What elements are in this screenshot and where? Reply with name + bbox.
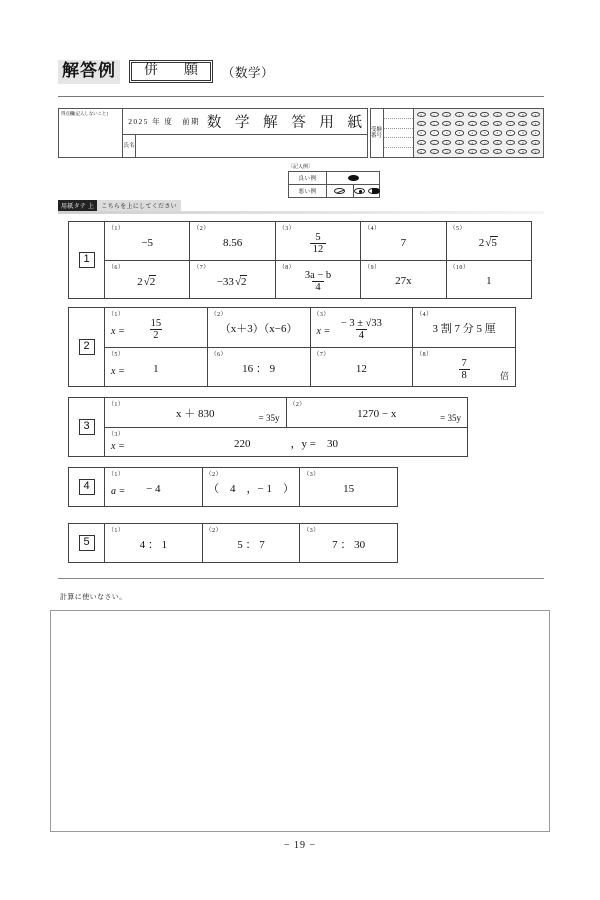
answer-value: 7 ： 30 (332, 539, 366, 552)
good-example-label: 良い例 (289, 172, 327, 184)
question-number: （3） (108, 431, 125, 438)
number-bubble[interactable]: 0 (417, 140, 426, 145)
number-bubble[interactable]: 3 (455, 130, 464, 135)
number-bubble[interactable]: 3 (455, 149, 464, 154)
good-example-cell (327, 172, 379, 184)
answer-value: 8.56 (222, 236, 243, 249)
question-number: （8） (278, 264, 296, 271)
question-number: （10） (449, 264, 470, 271)
number-bubble[interactable]: 6 (493, 130, 502, 135)
orientation-bar (58, 200, 181, 211)
document-title: 数 学 解 答 用 紙 (206, 115, 367, 131)
number-bubble[interactable]: 5 (480, 149, 489, 154)
answer-value: $\frac{3a - b}{4}$ (304, 270, 332, 294)
answer-value: 16 ： 9 (242, 362, 276, 375)
answer-rows (105, 398, 467, 456)
question-number: （2） (210, 312, 227, 318)
answer-cell[interactable] (287, 398, 468, 427)
score-field (59, 109, 123, 157)
answer-prefix: x = (111, 326, 125, 338)
question-number: （1） (108, 312, 125, 318)
answer-cell[interactable] (208, 308, 311, 347)
number-bubble[interactable]: 3 (455, 121, 464, 126)
answer-value: $\frac{5}{12}$ (310, 232, 327, 255)
answer-value: 27x (395, 275, 412, 288)
answer-cell[interactable] (276, 222, 361, 260)
title-block (58, 108, 368, 158)
answer-block-3 (68, 397, 468, 457)
question-number: （3） (278, 226, 296, 232)
number-bubble[interactable]: 2 (442, 149, 451, 154)
bubble-row[interactable] (415, 128, 542, 137)
question-number: （6） (210, 351, 227, 358)
name-field-label: 氏名 (123, 135, 136, 157)
number-bubble[interactable]: 0 (417, 149, 426, 154)
number-bubble[interactable]: 8 (518, 121, 527, 126)
answer-value: $\frac{- 3 \pm √33}{4}$ (340, 318, 382, 342)
answer-value: −33 √ 2 (217, 275, 249, 289)
number-bubble[interactable]: 1 (430, 112, 439, 117)
write-row[interactable] (384, 148, 413, 157)
question-number: （1） (108, 226, 125, 232)
answer-suffix: = 35y (258, 412, 280, 423)
answer-block-1 (68, 221, 532, 299)
answer-value: 3 割 7 分 5 厘 (432, 323, 496, 336)
number-bubble[interactable]: 5 (480, 140, 489, 145)
answer-cell[interactable] (413, 308, 515, 347)
number-bubble[interactable]: 2 (442, 112, 451, 117)
answer-row (105, 222, 531, 261)
answer-block-5 (68, 523, 398, 563)
number-bubble[interactable]: 6 (493, 112, 502, 117)
answer-cell[interactable] (105, 261, 190, 299)
block-number: 3 (69, 398, 105, 456)
answer-value: x ＋ 830 (176, 408, 215, 421)
answer-suffix: 倍 (499, 371, 509, 381)
answer-cell[interactable] (203, 468, 301, 506)
mark-example-block (288, 163, 380, 198)
bubble-row[interactable] (415, 147, 542, 156)
write-row[interactable] (384, 109, 413, 119)
block-number: 2 (69, 308, 105, 386)
answer-row (105, 468, 397, 506)
examinee-number-bubble-grid[interactable] (414, 109, 543, 157)
half-filled-oval-icon (368, 188, 379, 194)
scratch-divider (58, 578, 544, 579)
number-bubble[interactable]: 0 (417, 112, 426, 117)
number-bubble[interactable]: 7 (506, 130, 515, 135)
answer-value: （ 4 ，− 1 ） (208, 483, 294, 496)
question-number: （7） (193, 264, 210, 271)
number-bubble[interactable]: 3 (455, 140, 464, 145)
answer-value: 15 (343, 483, 355, 496)
answer-value: − 4 (146, 483, 161, 496)
page-header (58, 60, 274, 84)
question-number: （5） (449, 226, 466, 232)
question-number: （3） (303, 528, 320, 534)
bad-example-cell-partial (354, 185, 380, 197)
examinee-number-label: 受験番号 (371, 109, 384, 157)
write-row[interactable] (384, 138, 413, 148)
answer-block-4 (68, 467, 398, 507)
answer-cell[interactable] (361, 261, 446, 299)
number-bubble[interactable]: 7 (506, 112, 515, 117)
examinee-number-block (370, 108, 544, 158)
number-bubble[interactable]: 1 (430, 140, 439, 145)
orientation-gradient-bar (58, 211, 544, 214)
number-bubble[interactable]: 9 (531, 140, 540, 145)
answer-value: （x＋3）（x−6） (219, 323, 298, 336)
number-bubble[interactable]: 7 (506, 121, 515, 126)
write-row[interactable] (384, 129, 413, 139)
answer-cell[interactable] (413, 348, 515, 387)
answer-value: 1270 − x (357, 408, 397, 421)
answer-value: $\frac{15}{2}$ (150, 318, 162, 342)
block-number: 4 (69, 468, 105, 506)
question-number: （2） (289, 402, 306, 408)
score-field-label: 得点欄[記入しないこと] (61, 111, 108, 116)
question-number: （6） (108, 264, 125, 271)
answer-prefix: x = (316, 326, 331, 338)
answer-row (105, 308, 515, 348)
bad-example-label: 悪い例 (289, 185, 327, 197)
answer-cell[interactable] (105, 348, 208, 387)
title-main-row (123, 109, 367, 135)
block-number: 5 (69, 524, 105, 562)
number-bubble[interactable]: 4 (468, 112, 477, 117)
answer-row (105, 428, 467, 457)
answer-cell[interactable] (276, 261, 361, 299)
question-number: （3） (303, 472, 320, 478)
number-bubble[interactable]: 7 (506, 140, 515, 145)
answer-value: 7 (400, 236, 407, 249)
answer-cell[interactable] (190, 261, 275, 299)
number-bubble[interactable]: 8 (518, 130, 527, 135)
answer-cell[interactable] (105, 308, 208, 347)
answer-value: 2 √ 5 (479, 236, 499, 250)
answer-cell[interactable] (105, 468, 203, 506)
answer-cell[interactable] (447, 261, 531, 299)
answer-value: −5 (141, 236, 154, 249)
number-bubble[interactable]: 6 (493, 121, 502, 126)
bubble-row[interactable] (415, 110, 542, 119)
number-bubble[interactable]: 0 (417, 130, 426, 135)
answer-cell[interactable] (105, 398, 287, 427)
number-bubble[interactable]: 0 (417, 121, 426, 126)
answer-prefix: x = (111, 440, 125, 452)
subject-label: （数学） (222, 65, 275, 80)
exam-year: 2025 年 度 前期 (128, 117, 200, 126)
number-bubble[interactable]: 4 (468, 149, 477, 154)
bubble-row[interactable] (415, 138, 542, 147)
slashed-oval-icon (334, 188, 345, 194)
number-bubble[interactable]: 2 (442, 140, 451, 145)
number-bubble[interactable]: 5 (480, 112, 489, 117)
mark-example-bad-row (289, 185, 379, 197)
question-number: （2） (193, 226, 210, 232)
question-number: （9） (364, 264, 381, 271)
question-number: （8） (416, 351, 433, 358)
answer-value: 1 (153, 362, 159, 375)
answer-value: 4 ： 1 (139, 539, 168, 552)
name-row (123, 135, 367, 157)
answer-rows (105, 222, 531, 298)
examinee-number-write-area[interactable] (384, 109, 414, 157)
question-number: （2） (205, 528, 222, 534)
mark-example-caption: 〔記入例〕 (288, 165, 314, 170)
page-title: 解答例 (58, 60, 120, 84)
answer-cell[interactable] (190, 222, 275, 260)
number-bubble[interactable]: 1 (430, 121, 439, 126)
number-bubble[interactable]: 1 (430, 149, 439, 154)
number-bubble[interactable]: 8 (518, 149, 527, 154)
answer-row (105, 398, 467, 428)
answer-cell[interactable] (447, 222, 531, 260)
number-bubble[interactable]: 4 (468, 121, 477, 126)
number-bubble[interactable]: 3 (455, 112, 464, 117)
number-bubble[interactable]: 4 (468, 130, 477, 135)
number-bubble[interactable]: 5 (480, 130, 489, 135)
number-bubble[interactable]: 7 (506, 149, 515, 154)
title-right (123, 109, 367, 157)
name-input-area[interactable] (136, 135, 367, 157)
answer-value: 5 ： 7 (237, 539, 265, 552)
answer-cell[interactable] (311, 308, 414, 347)
orientation-text: こちらを上にしてください (97, 200, 181, 211)
answer-rows (105, 524, 397, 562)
answer-value: 220 (234, 437, 251, 450)
answer-cell[interactable] (300, 524, 397, 562)
bubble-row[interactable] (415, 119, 542, 128)
answer-cell[interactable] (300, 468, 397, 506)
number-bubble[interactable]: 9 (531, 149, 540, 154)
number-bubble[interactable]: 9 (531, 121, 540, 126)
question-number: （1） (108, 472, 125, 478)
answer-value: 2 √ 2 (137, 275, 157, 289)
answer-cell[interactable] (361, 222, 446, 260)
question-number: （2） (205, 472, 222, 478)
answer-block-2 (68, 307, 516, 387)
bad-example-cell-slash (327, 185, 354, 197)
number-bubble[interactable]: 1 (430, 130, 439, 135)
answer-rows (105, 308, 515, 386)
mark-example-good-row (289, 172, 379, 185)
number-bubble[interactable]: 9 (531, 112, 540, 117)
number-bubble[interactable]: 8 (518, 140, 527, 145)
block-number: 1 (69, 222, 105, 298)
number-bubble[interactable]: 6 (493, 149, 502, 154)
mark-example-table (288, 171, 380, 198)
orientation-tag: 用紙タテ 上 (58, 200, 97, 211)
course-badge: 併 願 (129, 60, 213, 83)
answer-value: 1 (486, 275, 492, 288)
question-number: （1） (108, 402, 125, 408)
scratch-label: 計算に使いなさい。 (60, 593, 127, 601)
write-row[interactable] (384, 119, 413, 129)
header-divider (58, 96, 544, 97)
answer-row (105, 348, 515, 387)
question-number: （4） (364, 226, 381, 232)
number-bubble[interactable]: 6 (493, 140, 502, 145)
number-bubble[interactable]: 2 (442, 130, 451, 135)
question-number: （4） (416, 312, 433, 318)
answer-cell[interactable] (203, 524, 301, 562)
answer-value: 12 (355, 362, 367, 375)
question-number: （3） (313, 312, 330, 318)
number-bubble[interactable]: 5 (480, 121, 489, 126)
answer-rows (105, 468, 397, 506)
answer-cell[interactable] (208, 348, 311, 387)
answer-value-secondary: ，y = 30 (290, 437, 338, 450)
answer-prefix: a = (111, 485, 126, 497)
question-number: （1） (108, 528, 125, 534)
dotted-oval-icon (354, 188, 365, 194)
question-number: （7） (313, 351, 330, 358)
page-number: − 19 − (283, 840, 317, 851)
answer-cell[interactable] (105, 428, 467, 457)
answer-cell[interactable] (105, 222, 190, 260)
number-bubble[interactable]: 9 (531, 130, 540, 135)
number-bubble[interactable]: 2 (442, 121, 451, 126)
number-bubble[interactable]: 4 (468, 140, 477, 145)
number-bubble[interactable]: 8 (518, 112, 527, 117)
answer-prefix: x = (111, 365, 125, 377)
answer-value: $\frac{7}{8}$ (459, 358, 470, 381)
answer-suffix: = 35y (440, 412, 461, 423)
question-number: （5） (108, 351, 125, 358)
answer-cell[interactable] (311, 348, 414, 387)
answer-cell[interactable] (105, 524, 203, 562)
answer-row (105, 524, 397, 562)
scratch-work-area[interactable] (50, 610, 550, 832)
answer-row (105, 261, 531, 299)
filled-oval-icon (348, 175, 359, 181)
